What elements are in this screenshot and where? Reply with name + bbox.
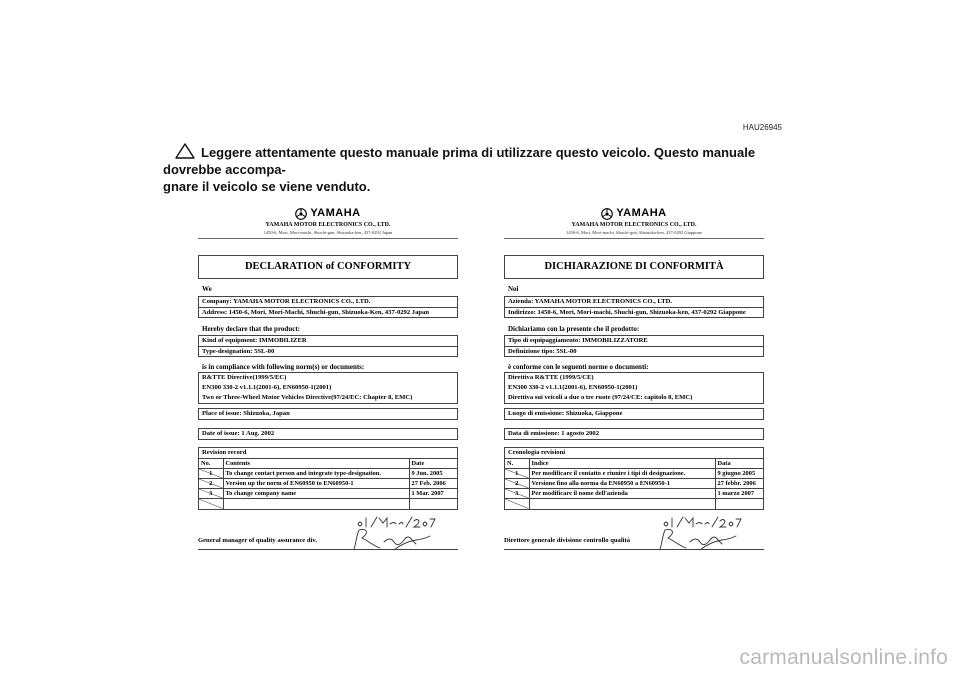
row-number: 1: [505, 469, 529, 479]
row-number: 3: [505, 489, 529, 499]
tuning-fork-emblem-icon: [295, 207, 307, 219]
norm-line: Direttiva sui veicoli a due o tre ruote (97/24/CE: capitolo 8, EMC): [508, 394, 693, 401]
declare-label: Dichiariamo con la presente che il prodotto:: [508, 325, 640, 333]
revision-record: [198, 447, 458, 510]
revision-record: [504, 447, 764, 510]
norms-box: [504, 372, 764, 404]
we-label: Noi: [508, 285, 519, 293]
table-row: [199, 469, 457, 479]
revision-table: [199, 458, 457, 509]
row-date: 1 Mar. 2007: [409, 489, 457, 499]
declaration-panel-english: [198, 200, 458, 552]
header-no: No.: [199, 459, 223, 469]
signature-line: [504, 549, 764, 550]
we-label: We: [202, 285, 212, 293]
revision-table: [505, 458, 763, 509]
product-box: [198, 335, 458, 357]
row-contents: [529, 499, 715, 509]
type-line: Definizione tipo: 5SL-00: [505, 346, 763, 356]
declaration-panel-italian: [504, 200, 764, 552]
revision-title: Cronologia revisioni: [508, 449, 566, 456]
table-header-row: [199, 459, 457, 469]
product-box: [504, 335, 764, 357]
row-date: 27 Feb. 2006: [409, 479, 457, 489]
watermark-text: carmanualsonline.info: [739, 646, 948, 669]
row-number: 3: [199, 489, 223, 499]
warning-text-line1: Leggere attentamente questo manuale prima di utilizzare questo veicolo. Questo manuale dovrebbe accompa-: [163, 145, 756, 177]
row-contents: [223, 499, 409, 509]
tuning-fork-emblem-icon: [601, 207, 613, 219]
row-number: 2: [505, 479, 529, 489]
row-contents: Versione fino alla norma da EN60950 a EN60950-1: [529, 479, 715, 489]
row-date: 1 marzo 2007: [715, 489, 763, 499]
date-line: Date of issue: 1 Aug. 2002: [202, 430, 275, 437]
header-date: Date: [409, 459, 457, 469]
row-contents: To change contact person and integrate type-designation.: [223, 469, 409, 479]
table-row-empty: [199, 499, 457, 509]
company-line: Azienda: YAMAHA MOTOR ELECTRONICS CO., LTD.: [508, 298, 673, 305]
row-number: [505, 499, 529, 509]
document-code: HAU26945: [742, 123, 782, 132]
warning-triangle-icon: [175, 143, 195, 159]
signature-label: Direttore generale divisione controllo qualità: [504, 537, 630, 544]
place-box: [504, 408, 764, 420]
header-divider: [198, 238, 458, 239]
row-date: [409, 499, 457, 509]
warning-notice: [163, 143, 799, 195]
company-name: YAMAHA MOTOR ELECTRONICS CO., LTD.: [265, 222, 391, 228]
document-title: DICHIARAZIONE DI CONFORMITÀ: [504, 255, 764, 279]
compliance-label: is in compliance with following norm(s) or documents:: [202, 363, 365, 371]
address-line: Indirizzo: 1450-6, Mori, Mori-machi, Shuchi-gun, Shizuoka-ken, 437-0292 Giappone: [505, 307, 763, 317]
row-date: 27 febbr. 2006: [715, 479, 763, 489]
revision-title: Revision record: [202, 449, 247, 456]
type-line: Type-designation: 5SL-00: [199, 346, 457, 356]
document-title: DECLARATION of CONFORMITY: [198, 255, 458, 279]
table-row: [505, 469, 763, 479]
row-number: 1: [199, 469, 223, 479]
company-address: 1450-6, Mori, Mori-machi, Shuchi-gun, Shizuoka-ken, 437-0292 Japan: [263, 230, 393, 235]
equipment-line: Tipo di equipaggiamento: IMMOBILIZZATORE: [508, 337, 648, 344]
header-contents: Contents: [223, 459, 409, 469]
row-date: 9 Jun. 2005: [409, 469, 457, 479]
table-row: [505, 479, 763, 489]
norm-line: R&TTE Directive(1999/5/EC): [202, 374, 287, 381]
norm-line: Direttiva R&TTE (1999/5/CE): [508, 374, 594, 381]
row-date: [715, 499, 763, 509]
table-row: [505, 489, 763, 499]
date-box: [504, 428, 764, 440]
date-box: [198, 428, 458, 440]
row-contents: Per modificare il nome dell'azienda: [529, 489, 715, 499]
table-row-empty: [505, 499, 763, 509]
company-address: 1450-6, Mori, Mori-machi, Shuchi-gun, Shizuoka-ken, 437-0292 Giappone: [566, 230, 702, 235]
table-header-row: [505, 459, 763, 469]
header-date: Data: [715, 459, 763, 469]
header-contents: Indice: [529, 459, 715, 469]
table-row: [199, 479, 457, 489]
header-no: N.: [505, 459, 529, 469]
date-line: Data di emissione: 1 agosto 2002: [508, 430, 600, 437]
company-name: YAMAHA MOTOR ELECTRONICS CO., LTD.: [571, 222, 697, 228]
compliance-label: è conforme con le seguenti norme o documenti:: [508, 363, 649, 371]
equipment-line: Kind of equipment: IMMOBILIZER: [202, 337, 307, 344]
yamaha-logo: YAMAHA: [198, 204, 458, 218]
norm-line: Two or Three-Wheel Motor Vehicles Directive(97/24/EC: Chapter 8, EMC): [202, 394, 413, 401]
row-contents: Per modificare il contatto e riunire i tipi di designazione.: [529, 469, 715, 479]
signature-label: General manager of quality assurance div.: [198, 537, 317, 544]
company-box: [198, 296, 458, 318]
row-number: 2: [199, 479, 223, 489]
handwritten-signature: [344, 512, 436, 552]
signature-line: [198, 549, 458, 550]
table-row: [199, 489, 457, 499]
handwritten-signature: [650, 512, 742, 552]
place-line: Place of issue: Shizuoka, Japan: [202, 410, 290, 417]
company-box: [504, 296, 764, 318]
yamaha-logo: YAMAHA: [504, 204, 764, 218]
address-line: Address: 1450-6, Mori, Mori-Machi, Shuchi-gun, Shizuoka-Ken, 437-0292 Japan: [199, 307, 457, 317]
declare-label: Hereby declare that the product:: [202, 325, 300, 333]
warning-text-line2: gnare il veicolo se viene venduto.: [163, 179, 371, 194]
row-contents: Version up the norm of EN60950 to EN60950-1: [223, 479, 409, 489]
header-divider: [504, 238, 764, 239]
place-box: [198, 408, 458, 420]
row-number: [199, 499, 223, 509]
norms-box: [198, 372, 458, 404]
row-date: 9 giugno 2005: [715, 469, 763, 479]
norm-line: EN300 330-2 v1.1.1(2001-6), EN60950-1(2001): [508, 384, 638, 391]
norm-line: EN300 330-2 v1.1.1(2001-6), EN60950-1(2001): [202, 384, 332, 391]
row-contents: To change company name: [223, 489, 409, 499]
place-line: Luogo di emissione: Shizuoka, Giappone: [508, 410, 623, 417]
company-line: Company: YAMAHA MOTOR ELECTRONICS CO., LTD.: [202, 298, 371, 305]
